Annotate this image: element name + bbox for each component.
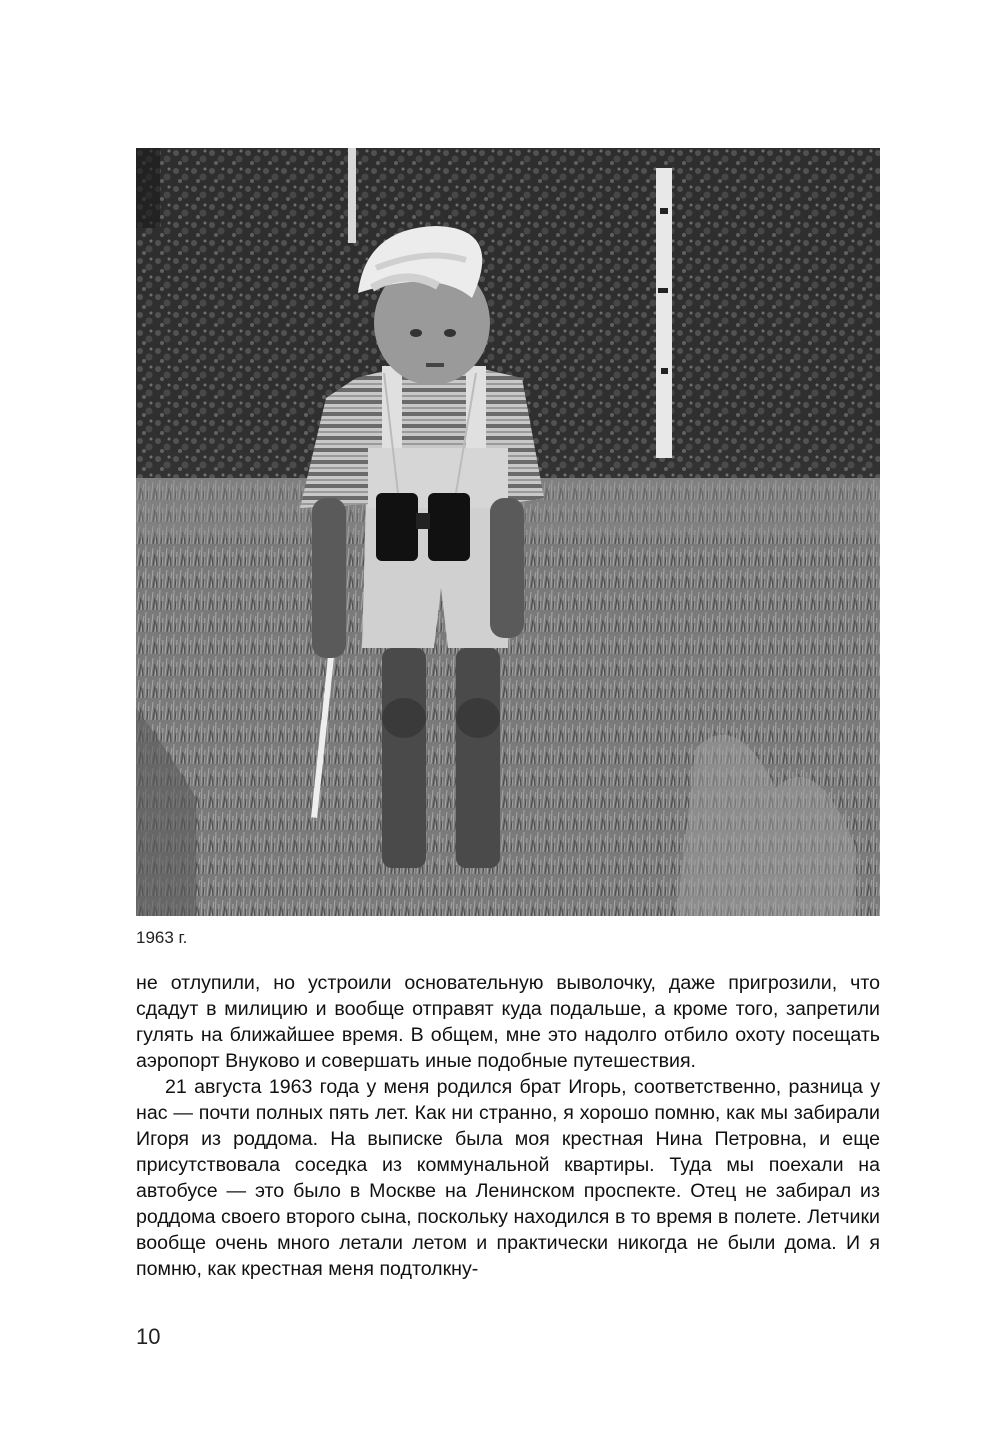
photograph-illustration	[136, 148, 880, 916]
paragraph: 21 августа 1963 года у меня родился брат Игорь, соответственно, разница у нас — почти полных пять лет. Как ни странно, я хорошо помню, как мы забирали Игоря из роддома. На выписке была моя крестная Нина Петровна, и еще присутствовала соседка из коммунальной квартиры. Туда мы поехали на автобусе — это было в Москве на Ленинском проспекте. Отец не забирал из роддома своего второго сына, поскольку находился в то время в полете. Летчики вообще очень много летали летом и практически никогда не были дома. И я помню, как крестная меня подтолкну-	[136, 1076, 880, 1280]
page-number: 10	[136, 1324, 161, 1349]
photograph	[136, 148, 880, 916]
body-text	[136, 970, 880, 1282]
photo-caption: 1963 г.	[136, 928, 188, 947]
paragraph: не отлупили, но устроили основательную выволочку, даже пригрозили, что сдадут в милицию и вообще отправят куда подальше, а кроме того, запретили гулять на ближайшее время. В общем, мне это надолго отбило охоту посещать аэропорт Внуково и совершать иные подобные путешествия.	[136, 972, 880, 1072]
